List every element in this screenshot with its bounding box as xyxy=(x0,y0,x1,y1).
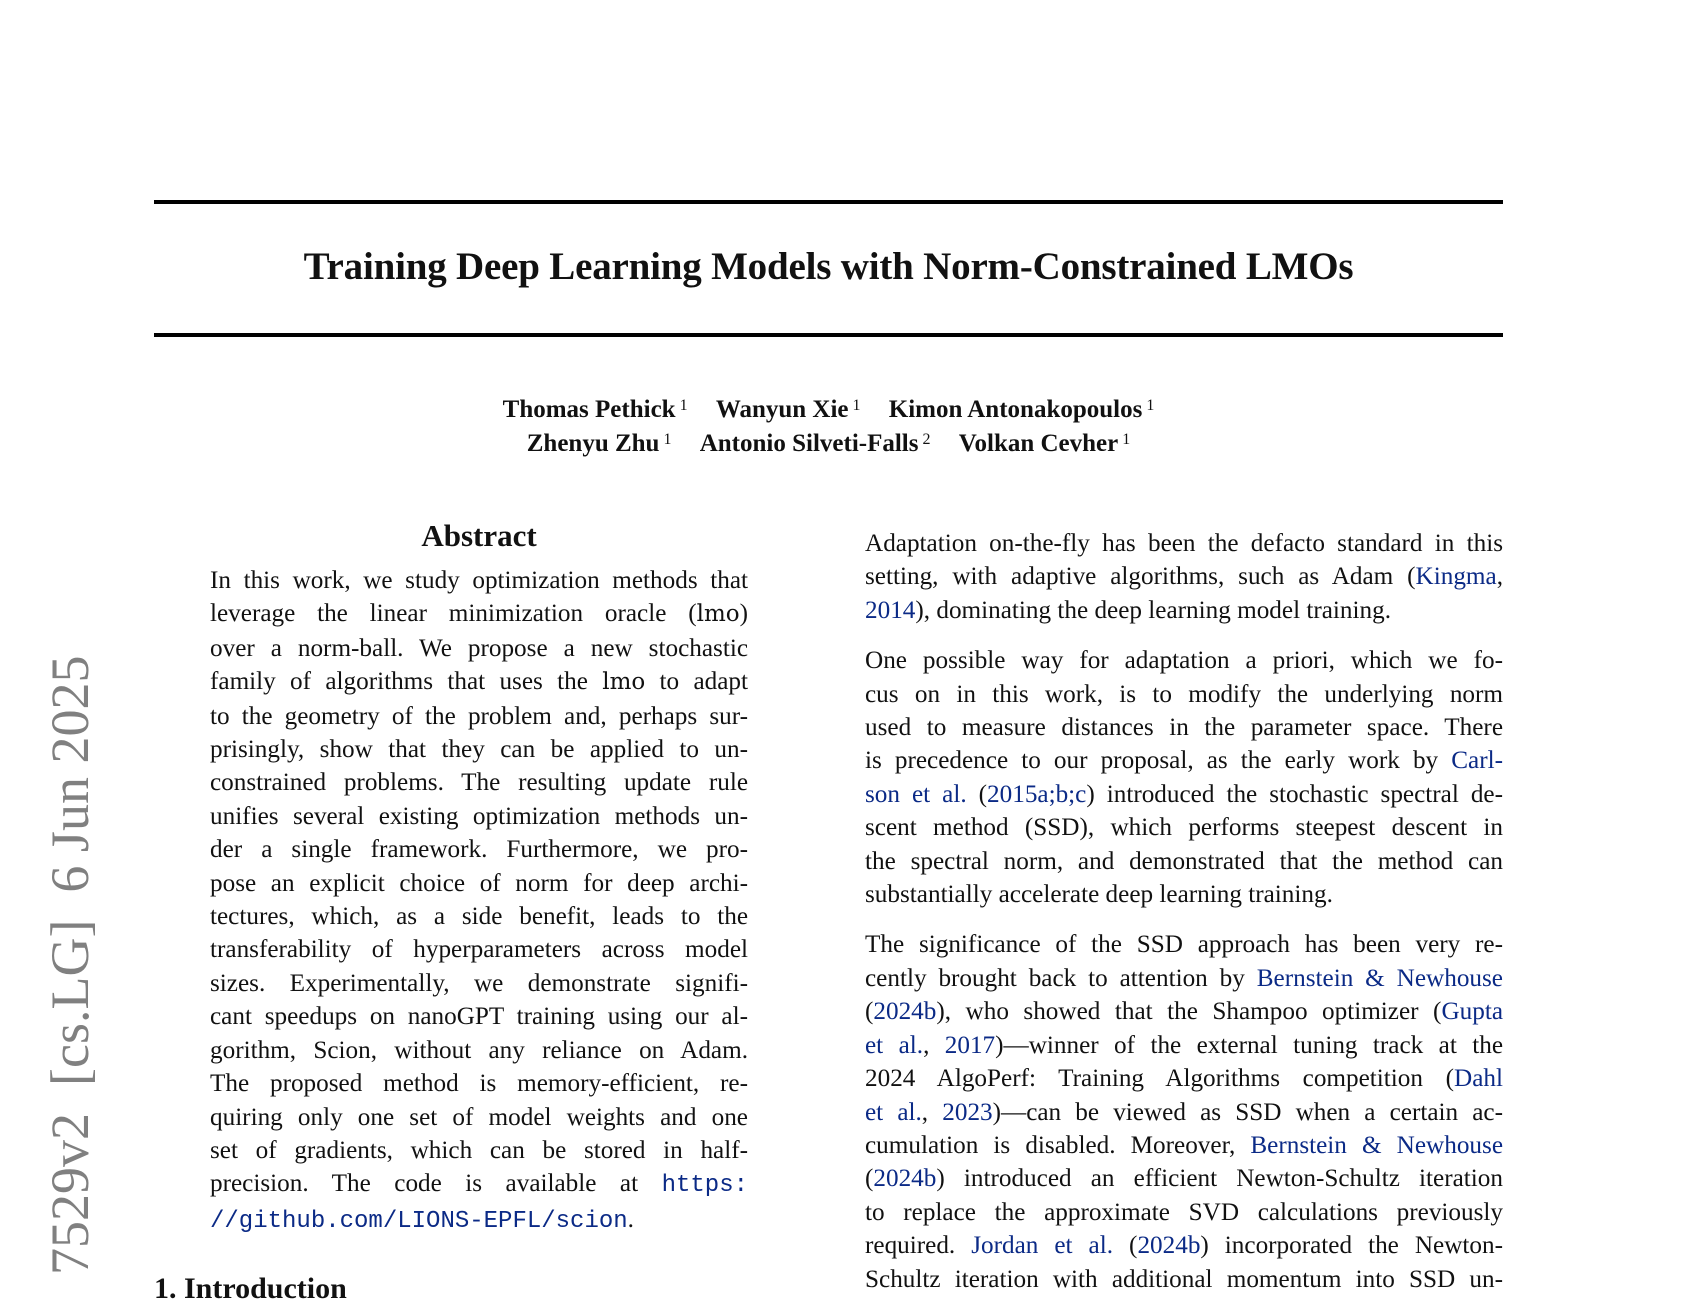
abstract-line: set of gradients, which can be stored in half- xyxy=(210,1136,748,1164)
code-url-link[interactable]: //github.com/LIONS-EPFL/scion xyxy=(210,1207,628,1235)
abstract-line: tectures, which, as a side benefit, leads to the xyxy=(210,903,748,931)
abstract-line: constrained problems. The resulting update rule xyxy=(210,769,748,797)
abstract-line: pose an explicit choice of norm for deep archi- xyxy=(210,869,748,897)
text-line: Schultz iteration with additional momentum into SSD un- xyxy=(865,1265,1503,1293)
code-url-link[interactable]: https: xyxy=(661,1172,748,1200)
abstract-line: over a norm-ball. We propose a new stochastic xyxy=(210,634,748,662)
text-line: scent method (SSD), which performs steepest descent in xyxy=(865,814,1503,842)
text-line: to replace the approximate SVD calculations previously xyxy=(865,1198,1503,1226)
citation-link[interactable]: et al. xyxy=(865,1031,924,1059)
paragraph xyxy=(865,644,1503,911)
citation-link[interactable]: Dahl xyxy=(1454,1065,1503,1093)
abstract-line: transferability of hyperparameters across model xyxy=(210,936,748,964)
text-line: required. Jordan et al. (2024b) incorporated the Newton- xyxy=(865,1232,1503,1260)
text-line: (2024b), who showed that the Shampoo optimizer (Gupta xyxy=(865,998,1503,1026)
abstract-line: The proposed method is memory-efficient, re- xyxy=(210,1070,748,1098)
text-line: (2024b) introduced an efficient Newton-Schultz iteration xyxy=(865,1165,1503,1193)
arxiv-stamp: 7529v2 [cs.LG] 6 Jun 2025 xyxy=(40,655,100,1275)
abstract-line: leverage the linear minimization oracle (lmo) xyxy=(210,600,748,628)
text-line: cumulation is disabled. Moreover, Bernstein & Newhouse xyxy=(865,1131,1504,1159)
paper-title: Training Deep Learning Models with Norm-Constrained LMOs xyxy=(303,245,1354,288)
citation-link[interactable]: 2014 xyxy=(865,596,916,624)
text-line: used to measure distances in the parameter space. There xyxy=(865,714,1503,742)
citation-link[interactable]: Bernstein & Newhouse xyxy=(1250,1131,1504,1159)
text-line: et al., 2023)—can be viewed as SSD when a certain ac- xyxy=(865,1098,1503,1126)
text-line: setting, with adaptive algorithms, such as Adam (Kingma, xyxy=(865,563,1503,591)
abstract-line: precision. The code is available at https: xyxy=(210,1170,748,1200)
abstract-line: sizes. Experimentally, we demonstrate signifi- xyxy=(210,969,748,997)
text-line: One possible way for adaptation a priori, which we fo- xyxy=(865,647,1503,675)
title-bottom-rule xyxy=(154,333,1503,337)
abstract-line: In this work, we study optimization methods that xyxy=(210,567,748,594)
author: Kimon Antonakopoulos $^1$ xyxy=(888,396,1155,423)
author: Volkan Cevher $^1$ xyxy=(958,430,1131,457)
text-line: 2014), dominating the deep learning model training. xyxy=(865,596,1392,624)
citation-link[interactable]: Carl- xyxy=(1451,747,1503,775)
text-line: substantially accelerate deep learning training. xyxy=(865,881,1333,909)
text-line: cently brought back to attention by Bernstein & Newhouse xyxy=(865,964,1503,992)
citation-link[interactable]: 2024b xyxy=(873,998,937,1026)
abstract-line: prisingly, show that they can be applied to un- xyxy=(210,736,748,764)
author: Zhenyu Zhu $^1$ xyxy=(526,430,672,457)
author-row-1 xyxy=(154,393,1503,427)
citation-link[interactable]: 2023 xyxy=(942,1098,993,1126)
text-line: The significance of the SSD approach has been very re- xyxy=(865,931,1503,959)
citation-link[interactable]: 2017 xyxy=(944,1031,996,1059)
text-line: Adaptation on-the-fly has been the defacto standard in this xyxy=(865,530,1503,557)
text-line: cus on in this work, is to modify the underlying norm xyxy=(865,680,1503,708)
citation-link[interactable]: 2024b xyxy=(1137,1232,1201,1260)
abstract-line: der a single framework. Furthermore, we pro- xyxy=(210,836,748,864)
text-line: is precedence to our proposal, as the early work by Carl- xyxy=(865,747,1503,775)
intro-column xyxy=(865,527,1503,1313)
author: Wanyun Xie $^1$ xyxy=(715,396,861,423)
citation-link[interactable]: Kingma xyxy=(1415,563,1497,591)
citation-link[interactable]: et al. xyxy=(865,1098,922,1126)
author-list xyxy=(154,393,1503,461)
citation-link[interactable]: son et al. xyxy=(865,780,967,808)
abstract-line: to the geometry of the problem and, perhaps sur- xyxy=(210,702,748,730)
citation-link[interactable]: Gupta xyxy=(1441,998,1503,1026)
abstract-line: //github.com/LIONS-EPFL/scion. xyxy=(210,1205,634,1235)
paragraph xyxy=(865,527,1503,627)
text-line: et al., 2017)—winner of the external tuning track at the xyxy=(865,1031,1503,1059)
author-row-2 xyxy=(154,427,1503,461)
author: Antonio Silveti-Falls $^2$ xyxy=(699,430,931,457)
abstract-heading: Abstract xyxy=(421,518,537,553)
abstract-body xyxy=(210,564,748,1238)
paragraph xyxy=(865,928,1503,1295)
citation-link[interactable]: 2024b xyxy=(873,1165,937,1193)
citation-link[interactable]: Bernstein & Newhouse xyxy=(1256,964,1503,992)
author: Thomas Pethick $^1$ xyxy=(502,396,688,423)
text-line: the spectral norm, and demonstrated that the method can xyxy=(865,847,1503,875)
text-line: son et al. (2015a;b;c) introduced the stochastic spectral de- xyxy=(865,780,1504,808)
citation-link[interactable]: 2015a;b;c xyxy=(987,780,1087,808)
abstract-line: family of algorithms that uses the lmo to adapt xyxy=(210,668,748,696)
abstract-line: quiring only one set of model weights and one xyxy=(210,1103,748,1131)
text-line: 2024 AlgoPerf: Training Algorithms competition (Dahl xyxy=(865,1065,1503,1093)
section-heading-introduction: 1. Introduction xyxy=(154,1272,347,1305)
abstract-line: gorithm, Scion, without any reliance on Adam. xyxy=(210,1036,748,1064)
title-top-rule xyxy=(154,200,1503,204)
citation-link[interactable]: Jordan et al. xyxy=(971,1232,1114,1260)
abstract-line: unifies several existing optimization methods un- xyxy=(210,802,748,830)
abstract-line: cant speedups on nanoGPT training using our al- xyxy=(210,1003,748,1031)
